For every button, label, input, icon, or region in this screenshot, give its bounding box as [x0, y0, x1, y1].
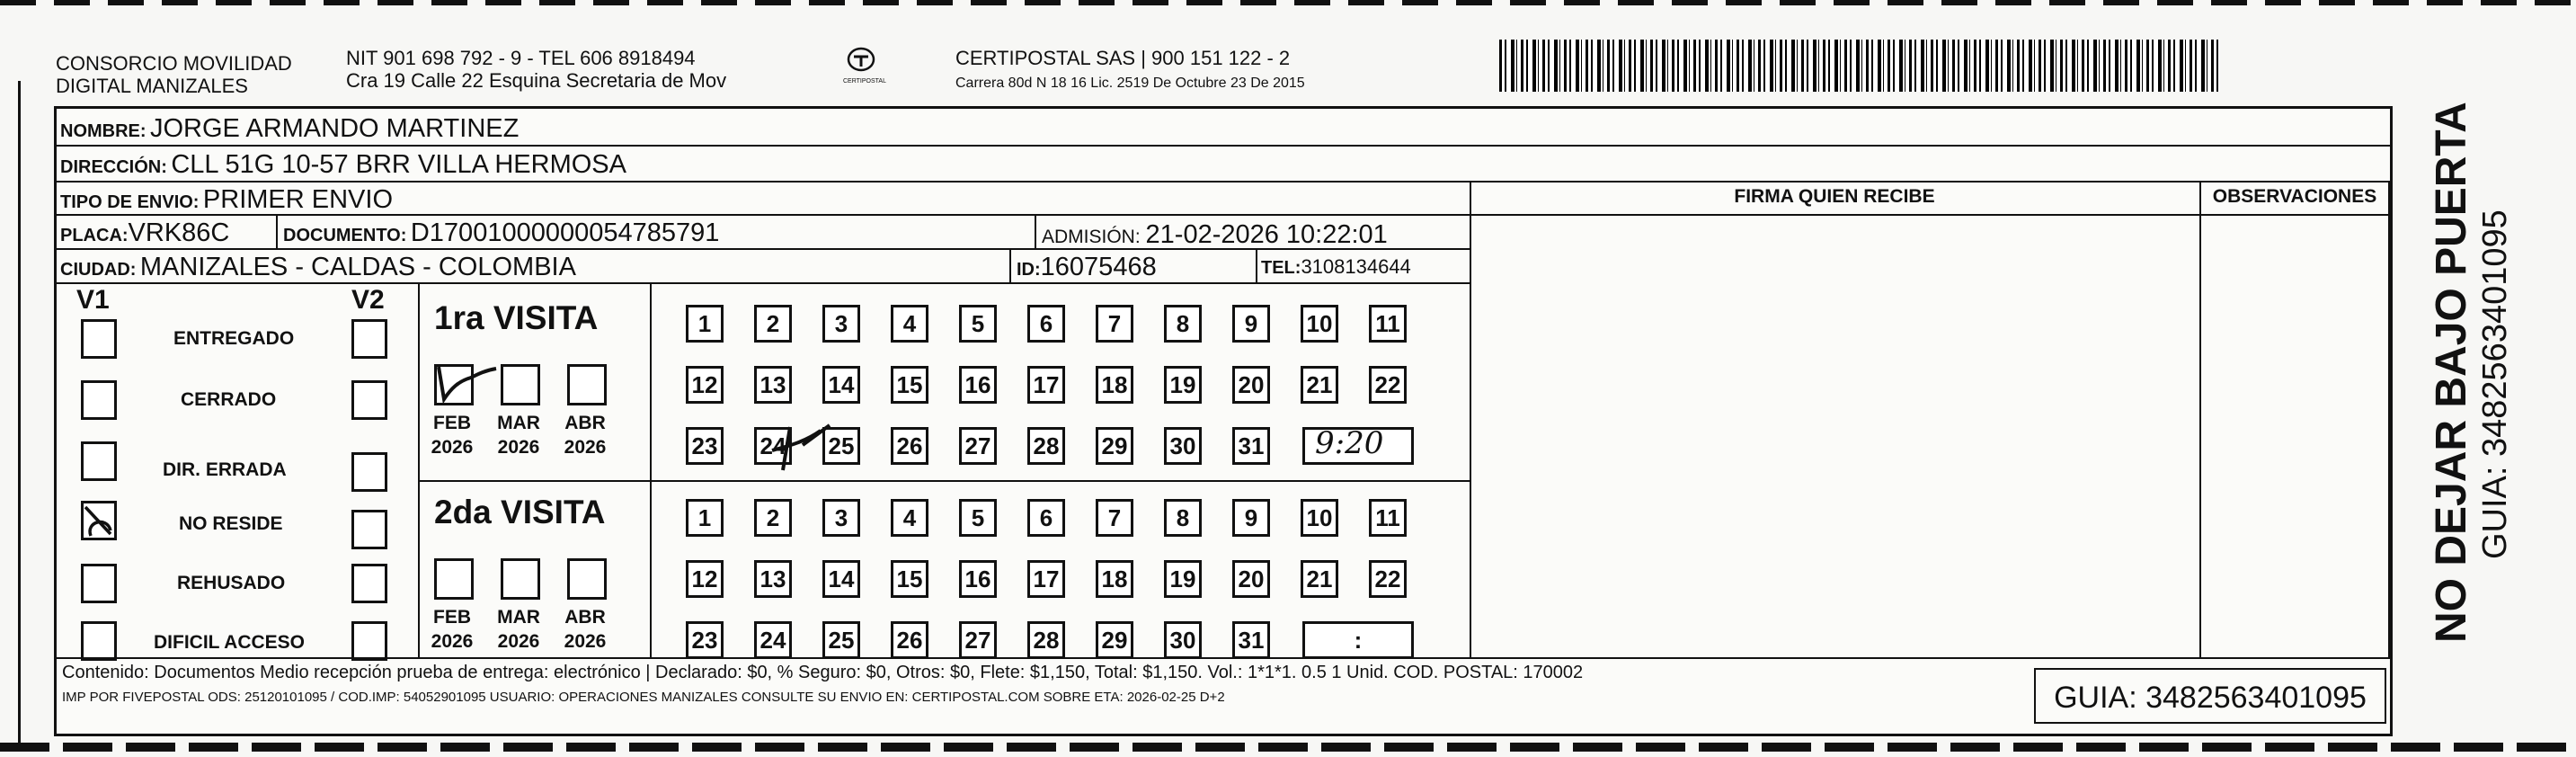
second-visit-day-14[interactable]: 14: [822, 560, 860, 598]
visit-split-line: [418, 480, 1470, 482]
obs-right-divider: [2388, 183, 2390, 657]
second-visit-day-2[interactable]: 2: [754, 499, 792, 537]
month-mar-1: MAR: [497, 413, 540, 433]
v1-checkbox-no-reside[interactable]: [81, 501, 117, 540]
barcode: [1499, 40, 2220, 92]
option-dir-errada: DIR. ERRADA: [163, 459, 287, 480]
year-abr-1: 2026: [564, 437, 607, 458]
footer-top-line: [57, 657, 2390, 659]
second-visit-month-feb[interactable]: [434, 558, 474, 600]
company-contact: [346, 47, 726, 92]
tel-value: 3108134644: [1301, 255, 1411, 278]
year-feb-2: 2026: [431, 631, 474, 652]
second-visit-day-9[interactable]: 9: [1232, 499, 1270, 537]
imp-line: IMP POR FIVEPOSTAL ODS: 25120101095 / COD.IMP: 54052901095 USUARIO: OPERACIONES MANIZALES CONSULTE SU ENVIO EN: CERTIPOSTAL.COM SOBRE ETA: 2026-02-25 D+2: [62, 690, 1225, 705]
v2-checkbox-entregado[interactable]: [351, 319, 387, 359]
placa-value: VRK86C: [128, 218, 230, 247]
second-visit-month-mar[interactable]: [501, 558, 540, 600]
id-divider: [1009, 250, 1011, 282]
direccion-value: CLL 51G 10-57 BRR VILLA HERMOSA: [171, 150, 626, 179]
first-visit-day-2[interactable]: 2: [754, 305, 792, 343]
second-visit-day-29[interactable]: 29: [1096, 621, 1133, 659]
second-visit-time-field[interactable]: :: [1302, 621, 1414, 659]
second-visit-day-26[interactable]: 26: [891, 621, 928, 659]
carrier-line: CERTIPOSTAL SAS | 900 151 122 - 2: [955, 47, 1291, 69]
year-abr-2: 2026: [564, 631, 607, 652]
month-abr-1: ABR: [564, 413, 606, 433]
certipostal-logo: [843, 45, 886, 97]
documento-value: D17001000000054785791: [410, 218, 720, 247]
first-visit-day-22[interactable]: 22: [1369, 366, 1407, 404]
first-visit-day-6[interactable]: 6: [1027, 305, 1065, 343]
v1-checkbox-dir-errada[interactable]: [81, 441, 117, 481]
option-cerrado: CERRADO: [181, 389, 277, 410]
direccion-row: [57, 147, 2390, 183]
second-visit-day-4[interactable]: 4: [891, 499, 928, 537]
option-entregado: ENTREGADO: [173, 328, 295, 349]
company-name: [56, 52, 292, 97]
first-visit-day-14[interactable]: 14: [822, 366, 860, 404]
logo-text: CERTIPOSTAL: [843, 78, 886, 85]
second-visit-day-1[interactable]: 1: [686, 499, 724, 537]
placa-row: [57, 216, 1470, 250]
first-visit-day-23[interactable]: 23: [686, 427, 724, 465]
v2-checkbox-cerrado[interactable]: [351, 380, 387, 420]
v2-checkbox-no-reside[interactable]: [351, 510, 387, 549]
left-margin-line: [18, 81, 21, 746]
handwritten-mark-icon: [431, 358, 503, 403]
first-visit-day-28[interactable]: 28: [1027, 427, 1065, 465]
placa-label: PLACA:: [60, 226, 129, 245]
first-visit-day-9[interactable]: 9: [1232, 305, 1270, 343]
first-visit-day-12[interactable]: 12: [686, 366, 724, 404]
firma-left-divider: [1470, 183, 1471, 657]
first-visit-day-16[interactable]: 16: [959, 366, 997, 404]
second-visit-day-24[interactable]: 24: [754, 621, 792, 659]
second-visit-day-25[interactable]: 25: [822, 621, 860, 659]
first-visit-day-15[interactable]: 15: [891, 366, 928, 404]
first-visit-day-10[interactable]: 10: [1301, 305, 1338, 343]
second-visit-day-19[interactable]: 19: [1164, 560, 1202, 598]
id-label: ID:: [1017, 260, 1041, 280]
second-visit-day-31[interactable]: 31: [1232, 621, 1270, 659]
first-visit-day-20[interactable]: 20: [1232, 366, 1270, 404]
v1-checkbox-cerrado[interactable]: [81, 380, 117, 420]
visit-left-divider: [418, 282, 420, 657]
direccion-label: DIRECCIÓN:: [60, 157, 167, 177]
handwritten-time: 9:20: [1315, 425, 1384, 461]
month-feb-2: FEB: [433, 607, 471, 628]
v2-checkbox-rehusado[interactable]: [351, 564, 387, 603]
first-visit-day-13[interactable]: 13: [754, 366, 792, 404]
first-visit-title: 1ra VISITA: [434, 299, 599, 336]
ciudad-label: CIUDAD:: [60, 260, 137, 280]
second-visit-day-16[interactable]: 16: [959, 560, 997, 598]
first-visit-day-25[interactable]: 25: [822, 427, 860, 465]
second-visit-day-22[interactable]: 22: [1369, 560, 1407, 598]
second-visit-day-28[interactable]: 28: [1027, 621, 1065, 659]
carrier-license: Carrera 80d N 18 16 Lic. 2519 De Octubre 23 De 2015: [955, 76, 1305, 91]
first-visit-day-29[interactable]: 29: [1096, 427, 1133, 465]
second-visit-day-27[interactable]: 27: [959, 621, 997, 659]
company-line-2: DIGITAL MANIZALES: [56, 75, 248, 97]
second-visit-day-8[interactable]: 8: [1164, 499, 1202, 537]
second-visit-day-3[interactable]: 3: [822, 499, 860, 537]
second-visit-day-30[interactable]: 30: [1164, 621, 1202, 659]
option-dificil-acceso: DIFICIL ACCESO: [154, 632, 306, 653]
second-visit-title: 2da VISITA: [434, 494, 606, 530]
logo-icon: [846, 45, 876, 74]
second-visit-day-7[interactable]: 7: [1096, 499, 1133, 537]
first-visit-day-30[interactable]: 30: [1164, 427, 1202, 465]
observaciones-header: OBSERVACIONES: [2212, 186, 2377, 207]
second-visit-day-21[interactable]: 21: [1301, 560, 1338, 598]
year-feb-1: 2026: [431, 437, 474, 458]
option-rehusado: REHUSADO: [177, 573, 286, 593]
side-guia: GUIA: 3482563401095: [2476, 209, 2514, 559]
v2-checkbox-dir-errada[interactable]: [351, 452, 387, 492]
first-visit-day-1[interactable]: 1: [686, 305, 724, 343]
v1-checkbox-entregado[interactable]: [81, 319, 117, 359]
second-visit-day-11[interactable]: 11: [1369, 499, 1407, 537]
first-visit-day-5[interactable]: 5: [959, 305, 997, 343]
ciudad-value: MANIZALES - CALDAS - COLOMBIA: [139, 253, 576, 281]
second-visit-day-17[interactable]: 17: [1027, 560, 1065, 598]
nombre-value: JORGE ARMANDO MARTINEZ: [150, 114, 520, 143]
columns-header-line: [1470, 214, 2390, 216]
month-feb-1: FEB: [433, 413, 471, 433]
bottom-tear-edge: [0, 743, 2576, 752]
second-visit-day-20[interactable]: 20: [1232, 560, 1270, 598]
first-visit-day-27[interactable]: 27: [959, 427, 997, 465]
first-visit-day-24[interactable]: 24: [754, 427, 792, 465]
company-line-1: CONSORCIO MOVILIDAD: [56, 52, 292, 75]
placa-divider: [276, 216, 278, 248]
observaciones-area[interactable]: [2203, 217, 2386, 655]
delivery-form: [54, 106, 2393, 736]
nombre-label: NOMBRE:: [60, 121, 147, 141]
top-tear-edge: [0, 0, 2576, 5]
nit-line: NIT 901 698 792 - 9 - TEL 606 8918494: [346, 47, 696, 69]
first-visit-day-26[interactable]: 26: [891, 427, 928, 465]
admision-divider: [1035, 216, 1036, 248]
first-visit-day-18[interactable]: 18: [1096, 366, 1133, 404]
signature-area[interactable]: [1473, 217, 2198, 655]
first-visit-day-21[interactable]: 21: [1301, 366, 1338, 404]
year-mar-1: 2026: [497, 437, 540, 458]
first-visit-month-abr[interactable]: [567, 364, 607, 405]
content-line: Contenido: Documentos Medio recepción prueba de entrega: electrónico | Declarado: $0, % Seguro: $0, Otros: $0, Flete: $1,150, Total: $1,150. Vol.: 1*1*1. 0.5 1 Unid. COD. POSTAL: 170002: [62, 663, 1584, 682]
address-line: Cra 19 Calle 22 Esquina Secretaria de Mov: [346, 69, 727, 92]
admision-value: 21-02-2026 10:22:01: [1145, 220, 1388, 249]
first-visit-day-11[interactable]: 11: [1369, 305, 1407, 343]
no-dejar-bajo-puerta: NO DEJAR BAJO PUERTA: [2428, 102, 2475, 643]
option-no-reside: NO RESIDE: [179, 513, 283, 534]
second-visit-day-12[interactable]: 12: [686, 560, 724, 598]
tipo-row: [57, 183, 1470, 216]
first-visit-day-19[interactable]: 19: [1164, 366, 1202, 404]
first-visit-day-8[interactable]: 8: [1164, 305, 1202, 343]
first-visit-day-31[interactable]: 31: [1232, 427, 1270, 465]
tel-divider: [1256, 250, 1257, 282]
v2-label: V2: [351, 285, 385, 315]
month-abr-2: ABR: [564, 607, 606, 628]
second-visit-month-abr[interactable]: [567, 558, 607, 600]
second-visit-day-6[interactable]: 6: [1027, 499, 1065, 537]
year-mar-2: 2026: [497, 631, 540, 652]
handwritten-check-icon: [84, 503, 114, 538]
v1-checkbox-dificil-acceso[interactable]: [81, 621, 117, 661]
v1-checkbox-rehusado[interactable]: [81, 564, 117, 603]
tipo-label: TIPO DE ENVIO:: [60, 192, 200, 212]
second-visit-day-18[interactable]: 18: [1096, 560, 1133, 598]
second-visit-day-13[interactable]: 13: [754, 560, 792, 598]
guia-box: GUIA: 3482563401095: [2034, 668, 2386, 724]
visit-month-divider: [650, 282, 652, 657]
id-value: 16075468: [1040, 253, 1157, 281]
ciudad-row: [57, 250, 1470, 284]
first-visit-day-7[interactable]: 7: [1096, 305, 1133, 343]
firma-header: FIRMA QUIEN RECIBE: [1734, 186, 1935, 207]
second-visit-day-15[interactable]: 15: [891, 560, 928, 598]
first-visit-month-mar[interactable]: [501, 364, 540, 405]
first-visit-day-17[interactable]: 17: [1027, 366, 1065, 404]
documento-label: DOCUMENTO:: [283, 226, 407, 245]
month-mar-2: MAR: [497, 607, 540, 628]
admision-label: ADMISIÓN:: [1042, 227, 1141, 247]
handwritten-day-mark-icon: [767, 420, 848, 474]
second-visit-day-5[interactable]: 5: [959, 499, 997, 537]
first-visit-day-3[interactable]: 3: [822, 305, 860, 343]
first-visit-month-feb[interactable]: [434, 364, 474, 405]
first-visit-day-4[interactable]: 4: [891, 305, 928, 343]
obs-left-divider: [2199, 183, 2201, 657]
v1-label: V1: [76, 285, 110, 315]
v2-checkbox-dificil-acceso[interactable]: [351, 621, 387, 661]
tipo-value: PRIMER ENVIO: [202, 185, 394, 214]
second-visit-day-10[interactable]: 10: [1301, 499, 1338, 537]
status-top-line: [57, 282, 1470, 284]
second-visit-day-23[interactable]: 23: [686, 621, 724, 659]
nombre-row: [57, 109, 2390, 147]
tel-label: TEL:: [1261, 258, 1301, 278]
